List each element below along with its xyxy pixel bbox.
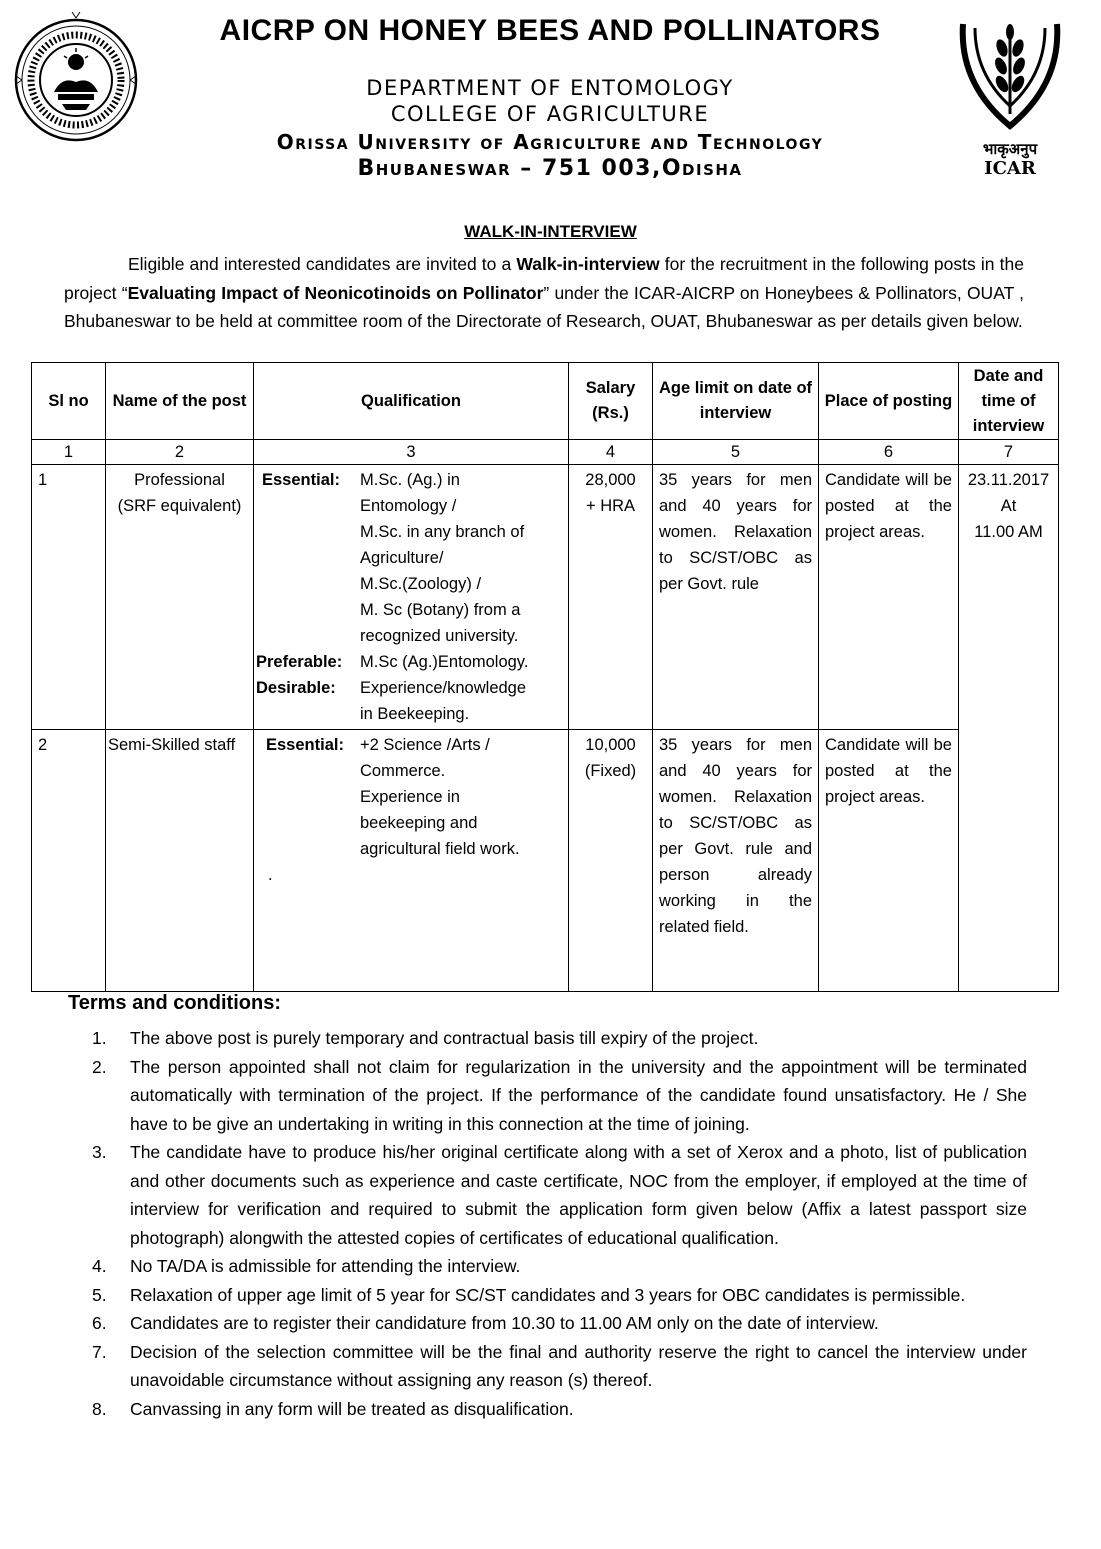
- terms-title: Terms and conditions:: [68, 992, 281, 1014]
- col-number: 7: [959, 440, 1059, 465]
- term-text: Canvassing in any form will be treated as disqualification.: [130, 1398, 574, 1419]
- salary-note: (Fixed): [584, 762, 637, 780]
- term-number: 3.: [92, 1142, 107, 1162]
- header-university: Orissa University of Agriculture and Technology: [276, 130, 824, 154]
- qualification-line: agricultural field work.: [360, 840, 520, 858]
- row-date-time: [959, 465, 1059, 992]
- row-sl-no: 1: [32, 465, 106, 730]
- header-sl-no: Sl no: [32, 363, 106, 440]
- col-number: 6: [819, 440, 959, 465]
- interview-date: 23.11.2017: [967, 471, 1050, 489]
- qualification-line: Agriculture/: [360, 549, 444, 567]
- term-text: No TA/DA is admissible for attending the interview.: [130, 1256, 521, 1276]
- icar-logo: [955, 14, 1065, 179]
- icar-caption: ICAR: [984, 158, 1036, 179]
- row-age-limit: 35 years for men and 40 years for women. Relaxation to SC/ST/OBC as per Govt. rule and person already working in the related field.: [653, 730, 819, 992]
- row-salary: [569, 730, 653, 992]
- row-post-name: Semi-Skilled staff: [106, 730, 254, 992]
- row-post-name: [106, 465, 254, 730]
- qualification-line: recognized university.: [360, 627, 519, 645]
- essential-block: [260, 467, 562, 649]
- header-college: COLLEGE OF AGRICULTURE: [390, 102, 710, 126]
- salary-amount: 28,000: [585, 471, 636, 489]
- header-qualification: Qualification: [254, 363, 569, 440]
- term-number: 4.: [92, 1256, 107, 1276]
- list-item: [92, 1338, 1027, 1395]
- row-qualification: [254, 465, 569, 730]
- intro-text-1: Eligible and interested candidates are invited to a: [128, 254, 517, 274]
- table-row: [32, 730, 1059, 992]
- intro-bold-project: Evaluating Impact of Neonicotinoids on Pollinator: [127, 282, 544, 303]
- qualification-line: Commerce.: [360, 762, 446, 780]
- term-text: The above post is purely temporary and contractual basis till expiry of the project.: [130, 1028, 759, 1048]
- header-salary: Salary (Rs.): [569, 363, 653, 440]
- qualification-line: +2 Science /Arts /: [360, 736, 490, 754]
- term-number: 1.: [92, 1028, 107, 1048]
- term-text: Decision of the selection committee will be the final and authority reserve the right to cancel the interview under unavoidable circumstance without assigning any reason (s) thereof.: [130, 1341, 1027, 1390]
- header-title: AICRP ON HONEY BEES AND POLLINATORS: [219, 14, 881, 47]
- col-number: 4: [569, 440, 653, 465]
- list-item: [92, 1053, 1027, 1139]
- header-place: Place of posting: [819, 363, 959, 440]
- term-number: 8.: [92, 1398, 107, 1419]
- list-item: [92, 1395, 1027, 1424]
- row-place: Candidate will be posted at the project areas.: [819, 730, 959, 992]
- icar-hindi-caption: भाकृअनुप: [982, 140, 1038, 158]
- desirable-block: [256, 675, 562, 727]
- qualification-line: beekeeping and: [360, 814, 478, 832]
- list-item: [92, 1309, 1027, 1338]
- qualification-line: M.Sc.(Zoology) /: [360, 575, 482, 593]
- essential-block: [260, 732, 562, 862]
- interview-time: 11.00 AM: [974, 523, 1043, 541]
- col-number: 1: [32, 440, 106, 465]
- university-seal-logo: [12, 10, 140, 150]
- essential-label: Essential:: [262, 471, 340, 489]
- qualification-line: Experience/knowledge: [360, 679, 527, 697]
- notice-title: WALK-IN-INTERVIEW: [464, 222, 637, 241]
- qualification-line: M.Sc. in any branch of: [360, 523, 525, 541]
- intro-paragraph: [64, 250, 1024, 336]
- list-item: [92, 1024, 1027, 1053]
- desirable-label: Desirable:: [256, 679, 336, 697]
- qualification-dot: .: [268, 866, 273, 884]
- terms-list: [92, 1024, 1027, 1423]
- row-age-limit: 35 years for men and 40 years for women. Relaxation to SC/ST/OBC as per Govt. rule: [653, 465, 819, 730]
- intro-bold-1: Walk-in-interview: [516, 254, 660, 274]
- header-department: DEPARTMENT OF ENTOMOLOGY: [366, 76, 734, 100]
- qualification-line: M.Sc (Ag.)Entomology.: [360, 653, 529, 671]
- header-post-name: Name of the post: [106, 363, 254, 440]
- header-age-limit: Age limit on date of interview: [653, 363, 819, 440]
- term-text: The person appointed shall not claim for regularization in the university and the appointment will be terminated automatically with termination of the project. If the performance of the candidate found unsatisfactory. He / She have to be give an undertaking in writing in this connection at the time of joining.: [130, 1056, 1027, 1134]
- posts-table: [31, 362, 1059, 992]
- col-number: 5: [653, 440, 819, 465]
- preferable-block: [256, 649, 562, 675]
- list-item: [92, 1281, 1027, 1310]
- row-salary: [569, 465, 653, 730]
- header-date-time: Date and time of interview: [959, 363, 1059, 440]
- term-text: Candidates are to register their candidature from 10.30 to 11.00 AM only on the date of interview.: [130, 1313, 879, 1333]
- intro-text-3: ” under the ICAR-AICRP on Honeybees & Pollinators, OUAT , Bhubaneswar to be held at committee room of the Directorate of Research, OUAT, Bhubaneswar as per details given below.: [64, 282, 1024, 331]
- row-sl-no: 2: [32, 730, 106, 992]
- qualification-line: M.Sc. (Ag.) in: [360, 471, 460, 489]
- qualification-line: Entomology /: [360, 497, 457, 515]
- salary-amount: 10,000: [585, 736, 636, 754]
- term-number: 6.: [92, 1313, 107, 1333]
- preferable-label: Preferable:: [256, 653, 343, 671]
- row-place: Candidate will be posted at the project areas.: [819, 465, 959, 730]
- col-number: 3: [254, 440, 569, 465]
- col-number: 2: [106, 440, 254, 465]
- table-header-row: [32, 363, 1059, 440]
- table-column-number-row: [32, 440, 1059, 465]
- post-name-line: (SRF equivalent): [117, 497, 242, 515]
- header-address: Bhubaneswar – 751 003,Odisha: [357, 156, 743, 181]
- term-text: Relaxation of upper age limit of 5 year for SC/ST candidates and 3 years for OBC candidates is permissible.: [130, 1284, 966, 1305]
- essential-label: Essential:: [266, 736, 344, 754]
- intro-text-2: for the recruitment in the following posts in the project “: [64, 254, 1024, 303]
- post-name-line: Professional: [134, 471, 225, 489]
- term-number: 7.: [92, 1341, 107, 1362]
- term-number: 2.: [92, 1056, 107, 1077]
- list-item: [92, 1138, 1027, 1252]
- qualification-line: in Beekeeping.: [360, 705, 470, 723]
- interview-at: At: [1000, 497, 1017, 515]
- qualification-line: Experience in: [360, 788, 460, 806]
- table-row: [32, 465, 1059, 730]
- row-qualification: [254, 730, 569, 992]
- list-item: [92, 1252, 1027, 1281]
- salary-note: + HRA: [585, 497, 636, 515]
- term-number: 5.: [92, 1284, 107, 1305]
- qualification-line: M. Sc (Botany) from a: [360, 601, 521, 619]
- term-text: The candidate have to produce his/her original certificate along with a set of Xerox and a photo, list of publication and other documents such as experience and caste certificate, NOC from the employer, if employed at the time of interview for verification and required to submit the application form given below (Affix a latest passport size photograph) alongwith the attested copies of certificates of educational qualification.: [130, 1142, 1027, 1248]
